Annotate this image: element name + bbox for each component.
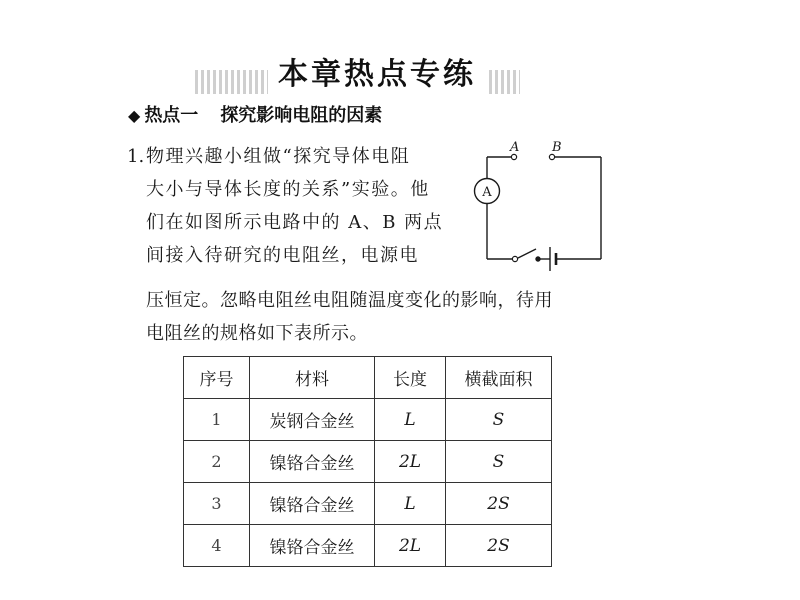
question-line: 压恒定。忽略电阻丝电阻随温度变化的影响，待用 [146, 290, 553, 311]
cell-cross-section: 2S [446, 525, 552, 567]
section-heading [128, 104, 382, 128]
switch-contact [512, 256, 517, 261]
label-a: A [510, 140, 520, 155]
wire-spec-table [183, 356, 552, 567]
cell-length: 2L [375, 525, 446, 567]
table-row [184, 483, 552, 525]
cell-length: 2L [375, 441, 446, 483]
question-line: 大小与导体长度的关系”实验。他 [146, 179, 430, 200]
ammeter-symbol: A [482, 185, 492, 200]
cell-material: 镍铬合金丝 [250, 525, 375, 567]
question-line: 物理兴趣小组做“探究导体电阻 [146, 146, 411, 167]
cell-length: L [375, 483, 446, 525]
cell-length: L [375, 399, 446, 441]
cell-cross-section: S [446, 441, 552, 483]
section-name: 探究影响电阻的因素 [220, 105, 383, 126]
cell-index: 2 [184, 441, 250, 483]
table-row [184, 525, 552, 567]
header-index: 序号 [184, 357, 250, 399]
circuit-diagram [466, 136, 616, 276]
cell-material: 镍铬合金丝 [250, 441, 375, 483]
question-line: 电阻丝的规格如下表所示。 [146, 323, 368, 344]
cell-material: 镍铬合金丝 [250, 483, 375, 525]
terminal-b [549, 154, 554, 159]
section-label: 热点一 [144, 105, 199, 126]
diamond-bullet-icon: ◆ [128, 106, 141, 125]
chapter-title: 本章热点专练 [268, 53, 486, 97]
question-line: 们在如图所示电路中的 A、B 两点 [146, 212, 444, 233]
question-number: 1. [127, 146, 145, 167]
header-material: 材料 [250, 357, 375, 399]
table-header-row [184, 357, 552, 399]
cell-cross-section: S [446, 399, 552, 441]
cell-index: 3 [184, 483, 250, 525]
cell-index: 4 [184, 525, 250, 567]
header-cross-section: 横截面积 [446, 357, 552, 399]
switch-contact [536, 257, 540, 261]
table-row [184, 399, 552, 441]
cell-cross-section: 2S [446, 483, 552, 525]
cell-material: 炭钢合金丝 [250, 399, 375, 441]
terminal-a [511, 154, 516, 159]
table-row [184, 441, 552, 483]
switch-blade [518, 249, 536, 258]
header-length: 长度 [375, 357, 446, 399]
cell-index: 1 [184, 399, 250, 441]
question-line: 间接入待研究的电阻丝，电源电 [146, 245, 419, 266]
label-b: B [552, 140, 562, 155]
